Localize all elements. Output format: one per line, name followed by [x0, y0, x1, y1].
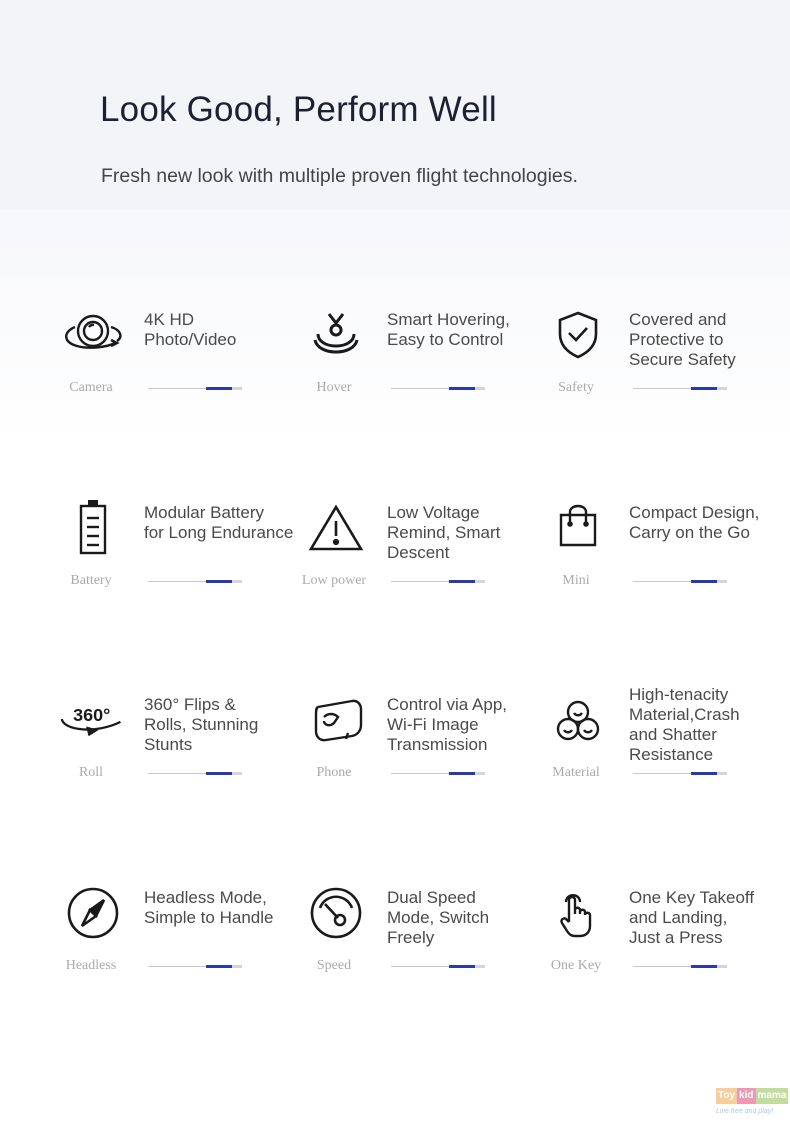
svg-text:360°: 360°: [73, 704, 111, 725]
shield-check-icon: [543, 310, 613, 360]
camera-icon: [58, 310, 128, 360]
feature-mini: [543, 503, 783, 603]
finger-tap-icon: [543, 888, 613, 938]
warning-icon: [301, 503, 371, 553]
rotate-360-icon: [58, 695, 128, 745]
material-icon: [543, 697, 613, 747]
feature-bar: [633, 965, 727, 968]
feature-label: Roll: [78, 765, 104, 780]
feature-label: Low power: [301, 573, 367, 588]
feature-bar: [391, 387, 485, 390]
feature-label: One Key: [550, 958, 602, 973]
feature-label: Phone: [316, 765, 352, 780]
feature-speed: [301, 888, 541, 988]
page-title: Look Good, Perform Well: [100, 90, 497, 129]
feature-description: Headless Mode, Simple to Handle: [144, 888, 274, 927]
feature-description: Covered and Protective to Secure Safety: [629, 310, 736, 369]
feature-description: Smart Hovering, Easy to Control: [387, 310, 510, 349]
watermark-logo: [716, 1062, 786, 1120]
feature-description: Compact Design, Carry on the Go: [629, 503, 760, 542]
feature-battery: [58, 503, 298, 603]
feature-bar: [633, 387, 727, 390]
feature-bar: [391, 965, 485, 968]
feature-label: Speed: [316, 958, 352, 973]
feature-bar: [391, 580, 485, 583]
feature-description: High-tenacity Material,Crash and Shatter Resistance: [629, 685, 740, 764]
feature-bar: [391, 772, 485, 775]
feature-one-key: [543, 888, 783, 988]
battery-icon: [58, 503, 128, 553]
feature-low-power: [301, 503, 541, 603]
feature-description: Control via App, Wi-Fi Image Transmission: [387, 695, 508, 754]
feature-description: 360° Flips & Rolls, Stunning Stunts: [144, 695, 259, 754]
feature-label: Battery: [70, 573, 112, 588]
page-subtitle: Fresh new look with multiple proven flight technologies.: [101, 165, 578, 187]
feature-description: Modular Battery for Long Endurance: [144, 503, 294, 542]
watermark-tagline: Live free and play!: [716, 1108, 774, 1115]
feature-label: Safety: [558, 380, 594, 395]
speedometer-icon: [301, 888, 371, 938]
feature-bar: [148, 580, 242, 583]
feature-label: Material: [552, 765, 600, 780]
feature-description: Dual Speed Mode, Switch Freely: [387, 888, 490, 947]
feature-description: 4K HD Photo/Video: [144, 310, 237, 349]
feature-label: Headless: [65, 958, 117, 973]
compass-icon: [58, 888, 128, 938]
bag-icon: [543, 503, 613, 553]
feature-bar: [148, 387, 242, 390]
feature-label: Hover: [316, 380, 352, 395]
feature-hover: [301, 310, 541, 410]
feature-bar: [633, 772, 727, 775]
feature-camera: [58, 310, 298, 410]
feature-description: Low Voltage Remind, Smart Descent: [387, 503, 501, 562]
feature-headless: [58, 888, 298, 988]
feature-bar: [148, 772, 242, 775]
feature-bar: [633, 580, 727, 583]
watermark-wordmark: Toy kid mama: [716, 1088, 786, 1104]
phone-icon: [301, 695, 371, 745]
feature-roll: [58, 695, 298, 795]
feature-description: One Key Takeoff and Landing, Just a Press: [629, 888, 755, 947]
feature-material: [543, 685, 783, 795]
hover-icon: [301, 310, 371, 360]
feature-label: Camera: [69, 380, 113, 395]
feature-label: Mini: [562, 573, 590, 588]
feature-safety: [543, 310, 783, 410]
feature-bar: [148, 965, 242, 968]
feature-phone: [301, 695, 541, 795]
